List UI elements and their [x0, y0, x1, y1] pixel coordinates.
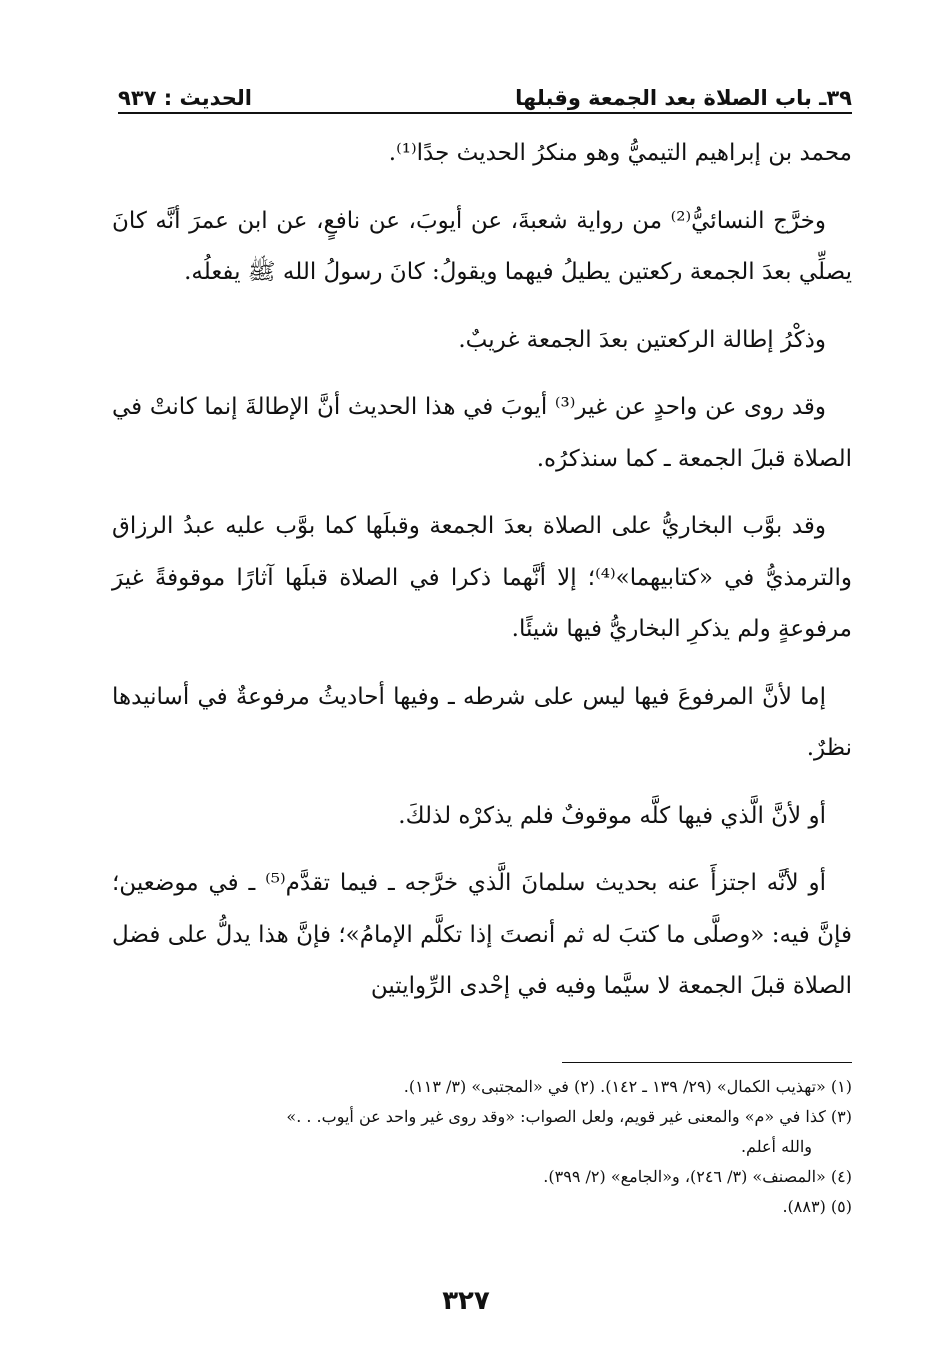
footnote: (٣) كذا في «م» والمعنى غير قويم، ولعل الصواب: «وقد روى غير واحد عن أيوب. . .»	[286, 1107, 852, 1126]
paragraph: وخرَّج النسائيُّ⁽²⁾ من رواية شعبةَ، عن أيوبَ، عن نافعٍ، عن ابن عمرَ أنَّه كانَ يصلِّي بعدَ الجمعة ركعتين يطيلُ فيهما ويقولُ: كانَ رسولُ الله ﷺ يفعلُه.	[112, 207, 852, 285]
paragraph: إما لأنَّ المرفوعَ فيها ليس على شرطه ـ وفيها أحاديثُ مرفوعةٌ في أسانيدها نظرٌ.	[112, 683, 852, 761]
chapter-title: ٣٩ـ باب الصلاة بعد الجمعة وقبلها	[515, 86, 852, 110]
paragraph: أو لأنَّ الَّذي فيها كلَّه موقوفٌ فلم يذكرْه لذلكَ.	[398, 802, 826, 829]
paragraph: محمد بن إبراهيم التيميُّ وهو منكرُ الحديث جدًا⁽¹⁾.	[388, 140, 852, 166]
running-header	[118, 70, 852, 110]
footnotes	[112, 1072, 852, 1222]
paragraph: وقد روى عن واحدٍ عن غير⁽³⁾ أيوبَ في هذا الحديث أنَّ الإطالةَ إنما كانتْ في الصلاة قبلَ الجمعة ـ كما سنذكرُه.	[112, 394, 852, 472]
header-rule	[118, 112, 852, 114]
footnote-rule	[562, 1062, 852, 1063]
hadith-number: الحديث : ٩٣٧	[118, 86, 252, 110]
paragraph: أو لأنَّه اجتزأَ عنه بحديث سلمانَ الَّذي خرَّجه ـ فيما تقدَّم⁽⁵⁾ ـ في موضعين؛ فإنَّ فيه: «وصلَّى ما كتبَ له ثم أنصتَ إذا تكلَّم الإمامُ»؛ فإنَّ هذا يدلُّ على فضل الصلاة قبلَ الجمعة لا سيَّما وفيه في إحْدى الرِّوايتين	[112, 870, 852, 999]
footnote: (١) «تهذيب الكمال» (٢٩/ ١٣٩ ـ ١٤٢). (٢) في «المجتبى» (٣/ ١١٣).	[403, 1077, 852, 1096]
main-text	[112, 128, 852, 1029]
footnote: (٤) «المصنف» (٣/ ٢٤٦)، و«الجامع» (٢/ ٣٩٩).	[543, 1167, 852, 1186]
footnote-continuation: والله أعلم.	[740, 1137, 812, 1156]
paragraph: وذكْرُ إطالة الركعتين بعدَ الجمعة غريبٌ.	[458, 326, 826, 353]
page-number: ٣٢٧	[442, 1286, 490, 1316]
footnote: (٥) (٨٨٣).	[782, 1197, 852, 1216]
paragraph: وقد بوَّب البخاريُّ على الصلاة بعدَ الجمعة وقبلَها كما بوَّب عليه عبدُ الرزاق والترمذيُّ في «كتابيهما»⁽⁴⁾؛ إلا أنَّهما ذكرا في الصلاة قبلَها آثارًا موقوفةً غيرَ مرفوعةٍ ولم يذكرِ البخاريُّ فيها شيئًا.	[112, 513, 852, 642]
